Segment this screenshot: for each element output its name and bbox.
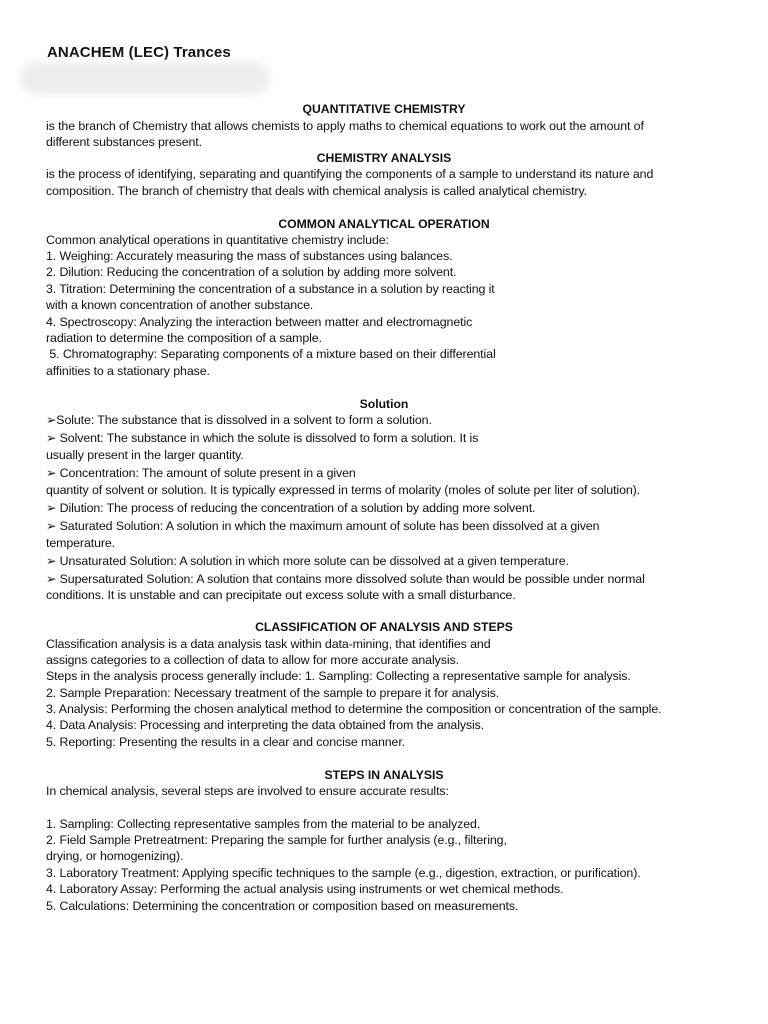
list-item: affinities to a stationary phase. bbox=[46, 364, 210, 378]
list-item: 3. Titration: Determining the concentration of a substance in a solution by reacting it bbox=[46, 282, 495, 296]
text-line: Steps in the analysis process generally include: 1. Sampling: Collecting a representative sample for analysis. bbox=[46, 669, 631, 683]
list-item: 5. Calculations: Determining the concentration or composition based on measurements. bbox=[46, 899, 519, 913]
heading-classification-of-analysis: CLASSIFICATION OF ANALYSIS AND STEPS bbox=[255, 620, 513, 634]
list-item: quantity of solvent or solution. It is typically expressed in terms of molarity (moles of solute per liter of solution). bbox=[46, 483, 641, 497]
list-item: ➢ Supersaturated Solution: A solution that contains more dissolved solute than would be possible under normal bbox=[46, 572, 645, 586]
list-item: radiation to determine the composition of a sample. bbox=[46, 331, 322, 345]
list-item: 4. Laboratory Assay: Performing the actual analysis using instruments or wet chemical methods. bbox=[46, 882, 564, 896]
list-item: 5. Reporting: Presenting the results in a clear and concise manner. bbox=[46, 735, 406, 749]
list-item: 3. Analysis: Performing the chosen analytical method to determine the composition or concentration of the sample. bbox=[46, 702, 662, 716]
text-line: is the process of identifying, separating and quantifying the components of a sample to understand its nature and bbox=[46, 167, 654, 181]
text-line: assigns categories to a collection of data to allow for more accurate analysis. bbox=[46, 653, 459, 667]
heading-common-analytical-operation: COMMON ANALYTICAL OPERATION bbox=[278, 217, 490, 231]
list-item: 1. Sampling: Collecting representative samples from the material to be analyzed. bbox=[46, 817, 481, 831]
list-item: temperature. bbox=[46, 536, 116, 550]
list-item: ➢ Unsaturated Solution: A solution in which more solute can be dissolved at a given temperature. bbox=[46, 554, 569, 568]
list-item: 2. Sample Preparation: Necessary treatment of the sample to prepare it for analysis. bbox=[46, 686, 500, 700]
list-item: ➢Solute: The substance that is dissolved in a solvent to form a solution. bbox=[46, 413, 432, 427]
heading-solution: Solution bbox=[359, 397, 409, 411]
text-line: different substances present. bbox=[46, 135, 202, 149]
heading-chemistry-analysis: CHEMISTRY ANALYSIS bbox=[316, 151, 452, 165]
list-item: with a known concentration of another substance. bbox=[46, 298, 314, 312]
list-item: conditions. It is unstable and can precipitate out excess solute with a small disturbance. bbox=[46, 588, 516, 602]
text-line: is the branch of Chemistry that allows chemists to apply maths to chemical equations to work out the amount of bbox=[46, 119, 644, 133]
document-title: ANACHEM (LEC) Trances bbox=[47, 44, 231, 61]
redacted-region bbox=[20, 62, 270, 94]
list-item: ➢ Saturated Solution: A solution in which the maximum amount of solute has been dissolved at a given bbox=[46, 519, 600, 533]
list-item: 4. Spectroscopy: Analyzing the interaction between matter and electromagnetic bbox=[46, 315, 473, 329]
list-item: ➢ Concentration: The amount of solute present in a given bbox=[46, 466, 356, 480]
list-item: 4. Data Analysis: Processing and interpreting the data obtained from the analysis. bbox=[46, 718, 485, 732]
list-item: 2. Field Sample Pretreatment: Preparing the sample for further analysis (e.g., filtering, bbox=[46, 833, 507, 847]
text-line: In chemical analysis, several steps are involved to ensure accurate results: bbox=[46, 784, 449, 798]
list-item: 1. Weighing: Accurately measuring the mass of substances using balances. bbox=[46, 249, 453, 263]
heading-steps-in-analysis: STEPS IN ANALYSIS bbox=[324, 768, 444, 782]
text-line: composition. The branch of chemistry that deals with chemical analysis is called analytical chemistry. bbox=[46, 184, 587, 198]
list-item: 2. Dilution: Reducing the concentration of a solution by adding more solvent. bbox=[46, 265, 457, 279]
list-item: usually present in the larger quantity. bbox=[46, 448, 244, 462]
list-item: 5. Chromatography: Separating components of a mixture based on their differential bbox=[46, 347, 496, 361]
text-line: Common analytical operations in quantitative chemistry include: bbox=[46, 233, 389, 247]
list-item: ➢ Dilution: The process of reducing the concentration of a solution by adding more solvent. bbox=[46, 501, 536, 515]
text-line: Classification analysis is a data analysis task within data-mining, that identifies and bbox=[46, 637, 491, 651]
list-item: drying, or homogenizing). bbox=[46, 849, 184, 863]
list-item: 3. Laboratory Treatment: Applying specific techniques to the sample (e.g., digestion, extraction, or purification). bbox=[46, 866, 641, 880]
list-item: ➢ Solvent: The substance in which the solute is dissolved to form a solution. It is bbox=[46, 431, 479, 445]
heading-quantitative-chemistry: QUANTITATIVE CHEMISTRY bbox=[302, 102, 466, 116]
